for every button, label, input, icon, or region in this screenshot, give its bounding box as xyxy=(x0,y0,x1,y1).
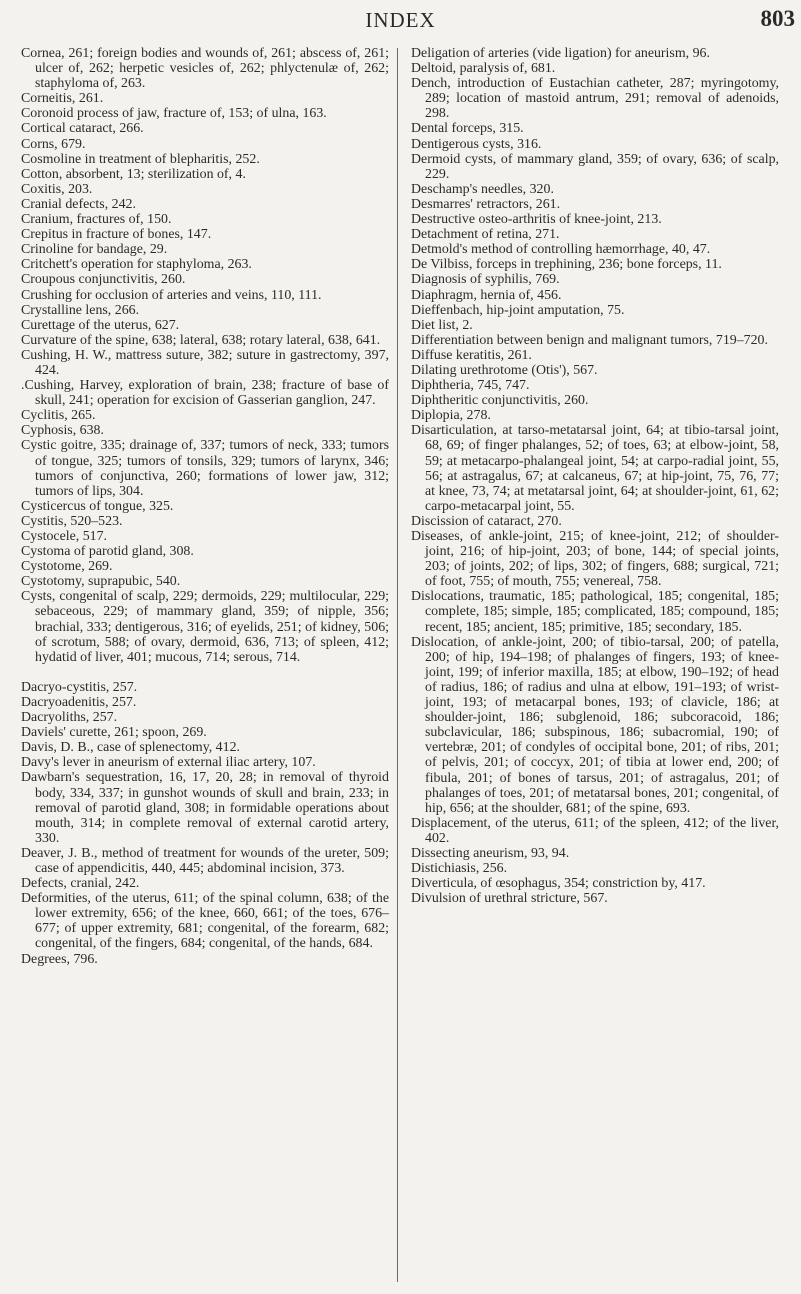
index-entry: Cystocele, 517. xyxy=(21,529,108,544)
index-entry: Dilating urethrotome (Otis'), 567. xyxy=(411,362,598,378)
index-entry: Divulsion of urethral stricture, 567. xyxy=(411,891,608,907)
index-entry: Cotton, absorbent, 13; sterilization of, 4. xyxy=(21,166,246,182)
page-number: 803 xyxy=(760,6,795,31)
index-entry: Cosmoline in treatment of blepharitis, 252. xyxy=(21,151,260,167)
index-entry: Diseases, of ankle-joint, 215; of knee-joint, 212; of shoulder-joint, 216; of hip-joint, 203; of bone, 144; of special joints, 203; of joints, 202; of lips, 302; of fingers, 688; surgical, 721; of foot, 755; of mouth, 755; venereal, 758. xyxy=(411,529,779,590)
index-entry: Detmold's method of controlling hæmorrhage, 40, 47. xyxy=(411,242,711,258)
index-entry: Coxitis, 203. xyxy=(21,181,93,197)
index-entry: Dieffenbach, hip-joint amputation, 75. xyxy=(411,302,625,318)
index-entry: Cortical cataract, 266. xyxy=(21,121,144,137)
index-entry: Cystotomy, suprapubic, 540. xyxy=(21,574,181,590)
index-column-right xyxy=(411,46,779,906)
index-entry: Critchett's operation for staphyloma, 263. xyxy=(21,257,252,273)
index-entry: Deligation of arteries (vide ligation) for aneurism, 96. xyxy=(411,46,710,61)
index-entry: Crystalline lens, 266. xyxy=(21,302,140,318)
index-entry: Dacryo-cystitis, 257. xyxy=(21,679,138,695)
index-entry: Cornea, 261; foreign bodies and wounds of, 261; abscess of, 261; ulcer of, 262; herpetic vesicles of, 262; phlyctenulæ of, 262; staphyloma of, 263. xyxy=(21,46,389,92)
page-title: INDEX xyxy=(365,8,436,32)
index-entry: Cysts, congenital of scalp, 229; dermoids, 229; multilocular, 229; sebaceous, 229; of mammary gland, 359; of nipple, 356; brachial, 333; dentigerous, 316; of eyelids, 251; of kidney, 506; of scrotum, 588; of ovary, dermoid, 636, 713; of spleen, 412; hydatid of liver, 401; mucous, 714; serous, 714. xyxy=(21,589,389,665)
index-entry: Dissecting aneurism, 93, 94. xyxy=(411,845,570,861)
index-entry: Defects, cranial, 242. xyxy=(21,876,140,892)
index-entry: Crinoline for bandage, 29. xyxy=(21,242,168,258)
index-entry: Croupous conjunctivitis, 260. xyxy=(21,272,186,288)
index-entry: Davis, D. B., case of splenectomy, 412. xyxy=(21,740,240,756)
index-entry: Diffuse keratitis, 261. xyxy=(411,347,532,363)
index-entry: Deformities, of the uterus, 611; of the spinal column, 638; of the lower extremity, 656; of the knee, 660, 661; of the toes, 676–677; of upper extremity, 681; congenital, of the forearm, 682; congenital, of the fingers, 684; congenital, of the hands, 684. xyxy=(21,891,389,952)
index-entry: Cranial defects, 242. xyxy=(21,196,136,212)
index-entry: Dawbarn's sequestration, 16, 17, 20, 28; in removal of thyroid body, 334, 337; in gunshot wounds of skull and brain, 233; in removal of parotid gland, 308; in formidable operations about mouth, 314; in complete removal of external carotid artery, 330. xyxy=(21,770,389,846)
index-entry: Daviels' curette, 261; spoon, 269. xyxy=(21,725,207,741)
index-entry: Diverticula, of œsophagus, 354; constriction by, 417. xyxy=(411,876,706,892)
index-entry: Dacryoliths, 257. xyxy=(21,710,118,726)
column-divider xyxy=(397,48,398,1282)
index-entry: Differentiation between benign and malignant tumors, 719–720. xyxy=(411,332,768,348)
index-entry: Deltoid, paralysis of, 681. xyxy=(411,61,556,77)
index-entry: Dislocations, traumatic, 185; pathological, 185; congenital, 185; complete, 185; simple, 185; complicated, 185; compound, 185; recent, 185; ancient, 185; primitive, 185; secondary, 185. xyxy=(411,589,779,635)
index-entry: Cystotome, 269. xyxy=(21,559,113,575)
index-entry: Degrees, 796. xyxy=(21,951,98,967)
index-entry: Diplopia, 278. xyxy=(411,408,491,424)
index-entry: Curvature of the spine, 638; lateral, 638; rotary lateral, 638, 641. xyxy=(21,332,381,348)
index-entry: Dentigerous cysts, 316. xyxy=(411,136,542,152)
index-entry: Destructive osteo-arthritis of knee-joint, 213. xyxy=(411,212,662,228)
index-entry: Cystitis, 520–523. xyxy=(21,513,123,529)
index-entry: Diaphragm, hernia of, 456. xyxy=(411,287,562,303)
index-entry: Cysticercus of tongue, 325. xyxy=(21,498,174,514)
index-entry: Cystoma of parotid gland, 308. xyxy=(21,544,194,560)
index-entry: Desmarres' retractors, 261. xyxy=(411,196,561,212)
index-entry: Distichiasis, 256. xyxy=(411,861,508,877)
index-entry: Diphtheria, 745, 747. xyxy=(411,378,530,394)
index-entry: Discission of cataract, 270. xyxy=(411,513,562,529)
index-entry: Cystic goitre, 335; drainage of, 337; tumors of neck, 333; tumors of tongue, 325; tumors of tonsils, 329; tumors of larynx, 346; tumors of conjunctiva, 260; formations of lower jaw, 312; tumors of lips, 304. xyxy=(21,438,389,499)
index-entry: Dacryoadenitis, 257. xyxy=(21,694,137,710)
index-entry: Diphtheritic conjunctivitis, 260. xyxy=(411,393,589,409)
index-entry: Dental forceps, 315. xyxy=(411,121,524,137)
index-entry: .Cushing, Harvey, exploration of brain, 238; fracture of base of skull, 241; operation for excision of Gasserian ganglion, 247. xyxy=(21,378,389,409)
index-entry: Crushing for occlusion of arteries and veins, 110, 111. xyxy=(21,287,322,303)
index-entry: Curettage of the uterus, 627. xyxy=(21,317,180,333)
index-entry: Diet list, 2. xyxy=(411,317,473,333)
index-entry: Davy's lever in aneurism of external iliac artery, 107. xyxy=(21,755,316,771)
index-entry: Cyphosis, 638. xyxy=(21,423,104,439)
index-entry: Deschamp's needles, 320. xyxy=(411,181,554,197)
index-column-left xyxy=(21,46,389,967)
index-entry: Dench, introduction of Eustachian catheter, 287; myringotomy, 289; location of mastoid antrum, 291; removal of adenoids, 298. xyxy=(411,76,779,122)
index-entry: Coronoid process of jaw, fracture of, 153; of ulna, 163. xyxy=(21,106,327,122)
index-entry: Deaver, J. B., method of treatment for wounds of the ureter, 509; case of appendicitis, 440, 445; abdominal incision, 373. xyxy=(21,845,389,876)
index-entry: Cranium, fractures of, 150. xyxy=(21,212,172,228)
index-entry: Corns, 679. xyxy=(21,136,86,152)
index-entry: Displacement, of the uterus, 611; of the spleen, 412; of the liver, 402. xyxy=(411,815,779,846)
index-entry: Detachment of retina, 271. xyxy=(411,227,560,243)
index-entry: Cushing, H. W., mattress suture, 382; suture in gastrectomy, 397, 424. xyxy=(21,347,389,378)
index-entry: De Vilbiss, forceps in trephining, 236; bone forceps, 11. xyxy=(411,257,722,273)
page-header xyxy=(0,0,801,40)
index-entry: Dislocation, of ankle-joint, 200; of tibio-tarsal, 200; of patella, 200; of hip, 194–198; of phalanges of fingers, 193; of knee-joint, 199; of inferior maxilla, 185; at elbow, 190–192; of head of radius, 186; of radius and ulna at elbow, 191–193; of wrist-joint, 193; of metacarpal bones, 193; of clavicle, 186; at shoulder-joint, 186; subglenoid, 186; subcoracoid, 186; subclavicular, 186; subspinous, 186; subacromial, 190; of vertebræ, 201; of condyles of occipital bone, 201; of ribs, 201; of pelvis, 201; of coccyx, 201; of tibia at lower end, 200; of fibula, 201; of bones of tarsus, 201; of astragalus, 201; of phalanges of toes, 201; of metatarsal bones, 201; congenital, of hip, 656; at the shoulder, 681; of the spine, 693. xyxy=(411,634,779,816)
index-entry: Dermoid cysts, of mammary gland, 359; of ovary, 636; of scalp, 229. xyxy=(411,151,779,182)
index-entry: Disarticulation, at tarso-metatarsal joint, 64; at tibio-tarsal joint, 68, 69; of finger phalanges, 52; of toes, 63; at elbow-joint, 58, 59; at metacarpo-phalangeal joint, 54; at carpo-radial joint, 55, 56; at astragalus, 67; at calcaneus, 67; at hip-joint, 75, 76, 77; at knee, 73, 74; at metatarsal joint, 64; at shoulder-joint, 61, 62; carpo-metacarpal joint, 55. xyxy=(411,423,779,514)
index-entry: Cyclitis, 265. xyxy=(21,408,96,424)
index-entry: Corneitis, 261. xyxy=(21,91,104,107)
index-entry: Crepitus in fracture of bones, 147. xyxy=(21,227,212,243)
index-entry: Diagnosis of syphilis, 769. xyxy=(411,272,560,288)
